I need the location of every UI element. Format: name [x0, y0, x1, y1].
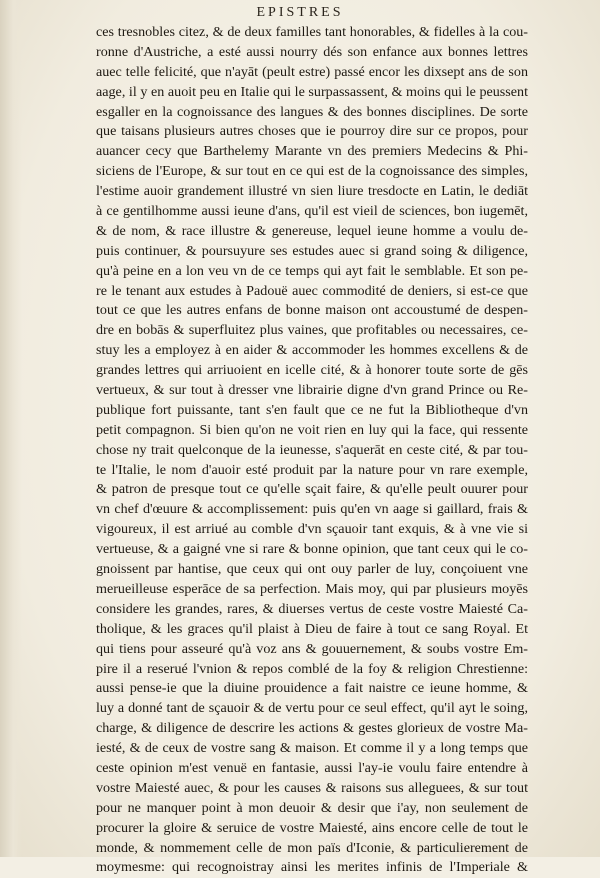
text-line: vigoureux, il est arriué au comble d'vn sçauoir tant exquis, & à vne vie si	[96, 521, 528, 538]
text-line: esgaller en la cognoissance des langues & des bonnes disciplines. De sorte	[96, 103, 528, 120]
text-line: puis continuer, & poursuyure ses estudes auec si grand soing & diligence,	[96, 242, 528, 259]
text-line: pire il a reserué l'vnion & repos comblé de la foy & religion Chrestienne:	[96, 660, 528, 677]
text-line: luy a donné tant de sçauoir & de vertu pour ce seul effect, qu'il ayt le soing,	[96, 700, 528, 717]
body-text	[96, 23, 528, 878]
text-line: pour ne manquer point à mon deuoir & desir que i'ay, non seulement de	[96, 799, 528, 816]
text-line: que taisans plusieurs autres choses que ie pourroy dire sur ce propos, pour	[96, 123, 528, 140]
text-line: ces tresnobles citez, & de deux familles tant honorables, & fidelles à la cou-	[96, 24, 528, 40]
text-line: tholique, & les graces qu'il plaist à Dieu de faire à tout ce sang Royal. Et	[96, 620, 528, 637]
text-line: considere les grandes, rares, & diuerses vertus de ceste vostre Maiesté Ca-	[96, 600, 528, 617]
text-line: aussi pense-ie que la diuine prouidence a fait naistre ce ieune homme, &	[96, 680, 528, 697]
text-line: aage, il y en auoit peu en Italie qui le surpassassent, & moins qui le peussent	[96, 83, 528, 100]
page-gutter-shadow	[0, 0, 22, 857]
text-line: merueilleuse esperāce de sa perfection. Mais moy, qui par plusieurs moyēs	[96, 580, 528, 597]
text-line: chose ny trait quelconque de la ieunesse, s'aquerāt en ceste cité, & par tou-	[96, 441, 528, 458]
text-line: re le tenant aux estudes à Padouë auec commodité de deniers, si est-ce que	[96, 282, 528, 299]
text-line: procurer la gloire & seruice de vostre Maiesté, ains encore celle de tout le	[96, 819, 528, 836]
text-line: petit compagnon. Si bien qu'on ne voit rien en luy qui la face, qui ressente	[96, 421, 528, 438]
text-line: ceste opinion m'est venuë en fantasie, aussi l'ay-ie voulu faire entendre à	[96, 759, 528, 776]
text-line: siciens de l'Europe, & sur tout en ce qui est de la cognoissance des simples,	[96, 163, 528, 180]
text-line: tout ce que les autres enfans de bonne maison ont accoustumé de despen-	[96, 302, 528, 319]
text-line: te l'Italie, le nom d'auoir esté produit par la nature pour vn rare exemple,	[96, 461, 528, 478]
text-line: qui tiens pour asseuré qu'à voz ans & gouuernement, & soubs vostre Em-	[96, 640, 528, 657]
text-line: monde, & nommement celle de mon païs d'Iconie, & particulierement de	[96, 839, 528, 856]
text-line: gnoissent par hantise, que ceux qui ont ouy parler de luy, conçoiuent vne	[96, 561, 528, 578]
text-line: à ce gentilhomme aussi ieune d'ans, qu'il est vieil de sciences, bon iugemēt,	[96, 203, 528, 220]
text-line: vn chef d'œuure & accomplissement: puis qu'en vn aage si gaillard, frais &	[96, 501, 528, 518]
text-line: l'estime auoir grandement illustré vn sien liure tresdocte en Latin, le dediāt	[96, 183, 528, 200]
text-line: grandes lettres qui arriuoient en icelle cité, & à honorer toute sorte de gēs	[96, 362, 528, 379]
text-line: publique fort puissante, tant s'en fault que ce ne fut la Bibliotheque d'vn	[96, 401, 528, 418]
text-line: auec telle felicité, que n'ayāt (peult estre) passé encor les dixsept ans de son	[96, 63, 528, 80]
text-line: & patron de presque tout ce qu'elle sçait faire, & qu'elle peult ouurer pour	[96, 481, 528, 498]
text-line: charge, & diligence de descrire les actions & gestes glorieux de vostre Ma-	[96, 720, 528, 737]
text-line: & de nom, & race illustre & genereuse, lequel ieune homme a voulu de-	[96, 222, 528, 239]
text-line: ronne d'Austriche, a esté aussi nourry dés son enfance aux bonnes lettres	[96, 43, 528, 60]
text-line: vostre Maiesté auec, & pour les causes & raisons sus alleguees, & sur tout	[96, 779, 528, 796]
text-line: vertueux, & sur tout à dresser vne librairie digne d'vn grand Prince ou Re-	[96, 382, 528, 399]
text-line: stuy les a employez à en aider & accommoder les hommes excellens & de	[96, 342, 528, 359]
text-line: qu'à peine en a lon veu vn de ce temps qui ayt fait le semblable. Et son pe-	[96, 262, 528, 279]
text-line: dre en bobās & superfluitez plus vaines, que profitables ou necessaires, ce-	[96, 322, 528, 339]
running-head: EPISTRES	[256, 5, 344, 20]
text-line: auancer cecy que Barthelemy Marante vn des premiers Medecins & Phi-	[96, 143, 528, 160]
text-line: moymesme: qui recognoistray ainsi les merites infinis de l'Imperiale &	[96, 859, 528, 876]
text-line: iesté, & de ceux de vostre sang & maison. Et comme il y a long temps que	[96, 740, 528, 757]
text-line: vertueuse, & a gaigné vne si rare & bonne opinion, que tant ceux qui le co-	[96, 541, 528, 558]
